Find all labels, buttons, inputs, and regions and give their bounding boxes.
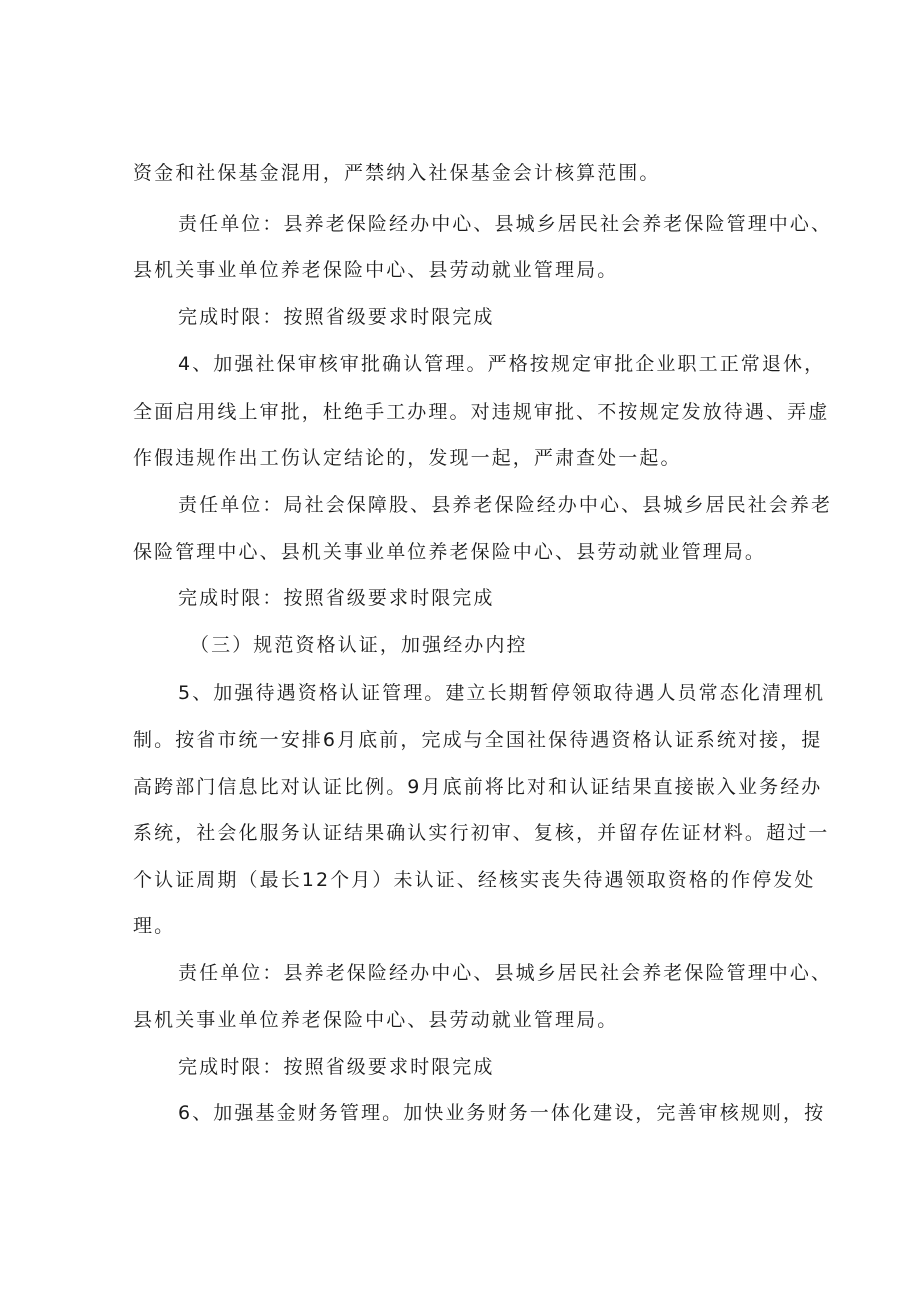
- text-line: 责任单位：县养老保险经办中心、县城乡居民社会养老保险管理中心、: [178, 213, 833, 235]
- text-line: 制。按省市统一安排6月底前，完成与全国社保待遇资格认证系统对接，提: [133, 729, 823, 751]
- text-line: 资金和社保基金混用，严禁纳入社保基金会计核算范围。: [133, 162, 661, 184]
- text-line: 完成时限：按照省级要求时限完成: [178, 587, 495, 609]
- text-line: 责任单位：局社会保障股、县养老保险经办中心、县城乡居民社会养老: [178, 494, 833, 516]
- text-line: 个认证周期（最长12个月）未认证、经核实丧失待遇领取资格的作停发处: [133, 869, 816, 891]
- text-line: 4、加强社保审核审批确认管理。严格按规定审批企业职工正常退休，: [178, 353, 826, 375]
- text-line: 完成时限：按照省级要求时限完成: [178, 1056, 495, 1078]
- text-line: 县机关事业单位养老保险中心、县劳动就业管理局。: [133, 259, 619, 281]
- text-line: 全面启用线上审批，杜绝手工办理。对违规审批、不按规定发放待遇、弄虚: [133, 401, 830, 423]
- text-line: 作假违规作出工伤认定结论的，发现一起，严肃查处一起。: [133, 447, 682, 469]
- text-line: 系统，社会化服务认证结果确认实行初审、复核，并留存佐证材料。超过一: [133, 822, 830, 844]
- text-line: 责任单位：县养老保险经办中心、县城乡居民社会养老保险管理中心、: [178, 962, 833, 984]
- text-line: 高跨部门信息比对认证比例。9月底前将比对和认证结果直接嵌入业务经办: [133, 776, 823, 798]
- text-line: 县机关事业单位养老保险中心、县劳动就业管理局。: [133, 1009, 619, 1031]
- text-line: 理。: [133, 915, 176, 937]
- text-line: 5、加强待遇资格认证管理。建立长期暂停领取待遇人员常态化清理机: [178, 682, 826, 704]
- section-heading: （三）规范资格认证，加强经办内控: [190, 634, 528, 656]
- text-line: 6、加强基金财务管理。加快业务财务一体化建设，完善审核规则，按: [178, 1102, 826, 1124]
- text-line: 完成时限：按照省级要求时限完成: [178, 306, 495, 328]
- text-line: 保险管理中心、县机关事业单位养老保险中心、县劳动就业管理局。: [133, 541, 767, 563]
